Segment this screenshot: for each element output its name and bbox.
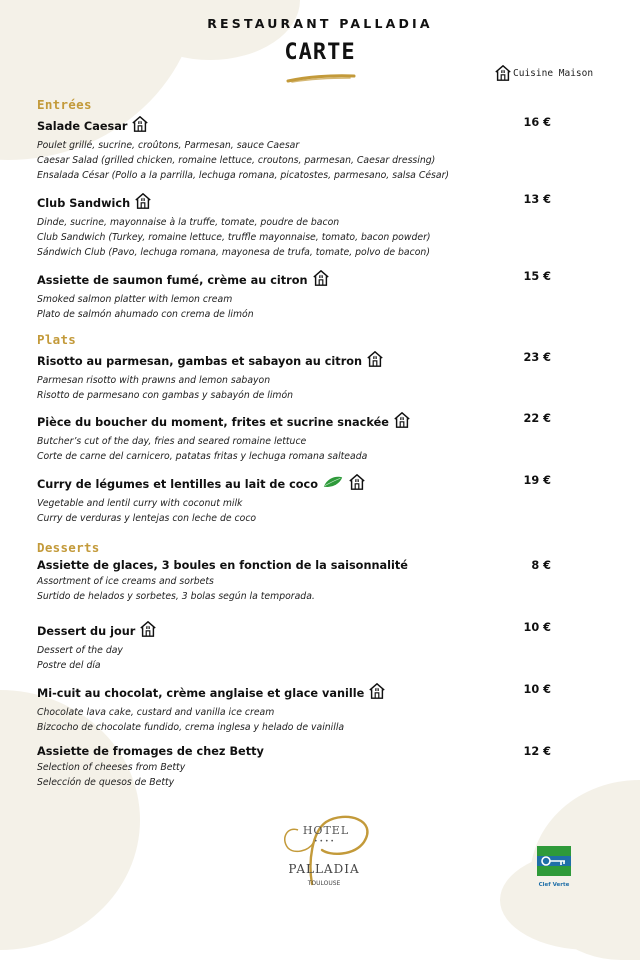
section-title-desserts: Desserts bbox=[37, 540, 100, 555]
menu-item bbox=[37, 115, 557, 183]
house-icon bbox=[494, 64, 512, 82]
menu-item-price: 10 € bbox=[523, 621, 551, 634]
menu-item-description: Assortment of ice creams and sorbets bbox=[37, 576, 214, 587]
menu-item-title bbox=[37, 411, 557, 434]
menu-item-price: 19 € bbox=[523, 474, 551, 487]
menu-item-price: 10 € bbox=[523, 683, 551, 696]
menu-item bbox=[37, 269, 557, 322]
legend bbox=[494, 64, 593, 82]
menu-item-title bbox=[37, 115, 557, 138]
menu-item-name: Assiette de glaces, 3 boules en fonction de la saisonnalité bbox=[37, 559, 408, 572]
section-title-plats: Plats bbox=[37, 332, 77, 347]
clef-verte-label: Clef Verte bbox=[538, 882, 570, 888]
menu-item-price: 22 € bbox=[523, 412, 551, 425]
menu-item-title bbox=[37, 350, 557, 373]
menu-item-description: Sándwich Club (Pavo, lechuga romana, mayonesa de trufa, tomate, polvo de bacon) bbox=[37, 247, 430, 258]
menu-item-name: Pièce du boucher du moment, frites et sucrine snackée bbox=[37, 415, 389, 429]
hotel-logo bbox=[268, 812, 378, 892]
house-icon bbox=[366, 350, 384, 373]
logo-toulouse: TOULOUSE bbox=[307, 880, 341, 887]
house-icon bbox=[393, 411, 411, 434]
logo-stars: • • • • bbox=[314, 838, 334, 845]
menu-item bbox=[37, 192, 557, 260]
restaurant-name: RESTAURANT PALLADIA bbox=[207, 16, 433, 31]
clef-verte-logo bbox=[537, 846, 571, 890]
menu-item-description: Bizcocho de chocolate fundido, crema inglesa y helado de vainilla bbox=[37, 722, 345, 733]
menu-item-description: Selection of cheeses from Betty bbox=[37, 762, 186, 773]
section-title-entrees: Entrées bbox=[37, 97, 92, 112]
menu-item-name: Assiette de saumon fumé, crème au citron bbox=[37, 273, 308, 287]
menu-item-price: 16 € bbox=[523, 116, 551, 129]
leaf-icon bbox=[322, 475, 344, 494]
menu-item-description: Smoked salmon platter with lemon cream bbox=[37, 294, 233, 305]
menu-item-name: Club Sandwich bbox=[37, 196, 131, 210]
page-title: CARTE bbox=[284, 40, 356, 65]
menu-item-price: 8 € bbox=[531, 559, 551, 572]
menu-item bbox=[37, 350, 557, 403]
menu-item-description: Vegetable and lentil curry with coconut milk bbox=[37, 498, 243, 509]
house-icon bbox=[134, 192, 152, 215]
menu-item-description: Risotto de parmesano con gambas y sabayón de limón bbox=[37, 390, 294, 401]
brush-underline bbox=[286, 72, 356, 84]
menu-item-description: Corte de carne del carnicero, patatas fritas y lechuga romana salteada bbox=[37, 451, 368, 462]
menu-item-title bbox=[37, 473, 557, 496]
house-icon bbox=[139, 620, 157, 643]
house-icon bbox=[131, 115, 149, 138]
menu-item-description: Curry de verduras y lentejas con leche de coco bbox=[37, 513, 257, 524]
menu-item-description: Postre del día bbox=[37, 660, 101, 671]
menu-item-description: Caesar Salad (grilled chicken, romaine lettuce, croutons, parmesan, Caesar dressing) bbox=[37, 155, 436, 166]
house-icon bbox=[368, 682, 386, 705]
menu-item-description: Chocolate lava cake, custard and vanilla ice cream bbox=[37, 707, 275, 718]
menu-item-name: Assiette de fromages de chez Betty bbox=[37, 745, 264, 758]
menu-item-description: Dinde, sucrine, mayonnaise à la truffe, tomate, poudre de bacon bbox=[37, 217, 340, 228]
menu-item-title bbox=[37, 682, 557, 705]
menu-item-description: Ensalada César (Pollo a la parrilla, lechuga romana, picatostes, parmesano, salsa César) bbox=[37, 170, 450, 181]
menu-item-description: Poulet grillé, sucrine, croûtons, Parmesan, sauce Caesar bbox=[37, 140, 300, 151]
menu-item bbox=[37, 558, 557, 604]
house-icon bbox=[348, 473, 366, 496]
menu-item-name: Dessert du jour bbox=[37, 624, 136, 638]
menu-item-description: Selección de quesos de Betty bbox=[37, 777, 175, 788]
menu-item-title bbox=[37, 744, 557, 760]
menu-item-price: 15 € bbox=[523, 270, 551, 283]
menu-item bbox=[37, 682, 557, 735]
house-icon bbox=[312, 269, 330, 292]
menu-item-name: Curry de légumes et lentilles au lait de coco bbox=[37, 477, 319, 491]
menu-item-name: Risotto au parmesan, gambas et sabayon au citron bbox=[37, 354, 363, 368]
menu-item-name: Mi-cuit au chocolat, crème anglaise et glace vanille bbox=[37, 686, 365, 700]
logo-palladia: PALLADIA bbox=[288, 862, 360, 876]
menu-item-title bbox=[37, 558, 557, 574]
menu-item-description: Parmesan risotto with prawns and lemon sabayon bbox=[37, 375, 271, 386]
menu-item-title bbox=[37, 192, 557, 215]
menu-item bbox=[37, 744, 557, 790]
menu-item bbox=[37, 620, 557, 673]
menu-item bbox=[37, 411, 557, 464]
menu-item-price: 13 € bbox=[523, 193, 551, 206]
menu-item bbox=[37, 473, 557, 526]
menu-item-price: 23 € bbox=[523, 351, 551, 364]
menu-item-description: Plato de salmón ahumado con crema de limón bbox=[37, 309, 254, 320]
menu-item-description: Surtido de helados y sorbetes, 3 bolas según la temporada. bbox=[37, 591, 315, 602]
menu-item-price: 12 € bbox=[523, 745, 551, 758]
legend-label: Cuisine Maison bbox=[513, 67, 594, 79]
menu-item-title bbox=[37, 269, 557, 292]
menu-item-description: Club Sandwich (Turkey, romaine lettuce, truffle mayonnaise, tomato, bacon powder) bbox=[37, 232, 431, 243]
menu-item-description: Butcher’s cut of the day, fries and seared romaine lettuce bbox=[37, 436, 307, 447]
menu-item-title bbox=[37, 620, 557, 643]
menu-item-description: Dessert of the day bbox=[37, 645, 123, 656]
logo-hotel: HOTEL bbox=[302, 824, 350, 837]
menu-item-name: Salade Caesar bbox=[37, 119, 128, 133]
